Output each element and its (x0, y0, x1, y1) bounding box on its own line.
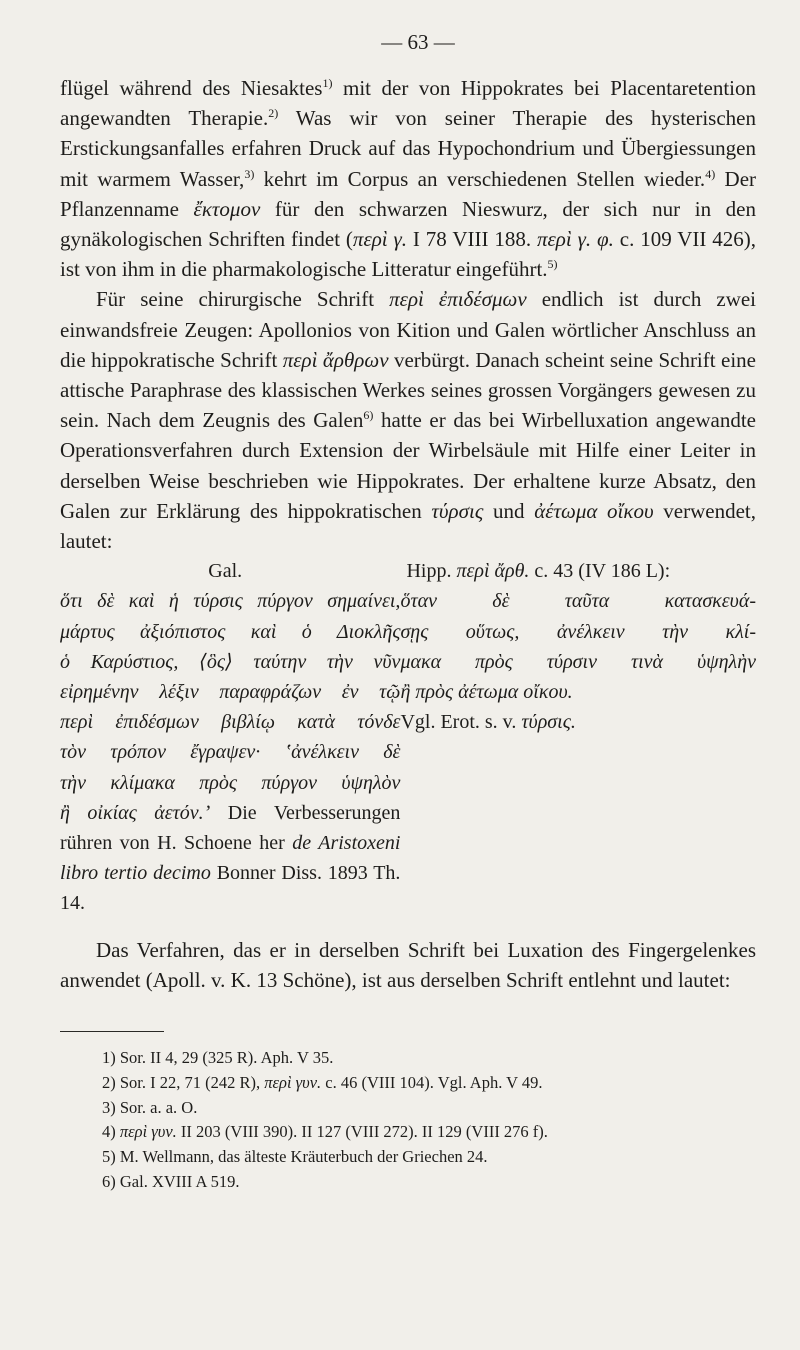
paragraph-text: kehrt im Corpus an verschiedenen Stellen wieder. (254, 166, 706, 191)
greek-term: περὶ γυν. (119, 1122, 177, 1142)
hippocrates-column (400, 556, 756, 918)
hippocrates-heading (400, 556, 756, 586)
paragraph-text: Was wir von seiner Therapie des hysterischen Erstickungsanfalles erfahren Druck auf das Hypochondrium und Übergiessungen mit warmem Wasser, (60, 106, 756, 191)
galen-line: ὅτι δὲ καὶ ἡ τύρσις πύργον σημαίνει, (60, 590, 401, 613)
galen-line: εἰρημένην λέξιν παραφράζων ἐν τῷ (60, 681, 401, 704)
galen-line: τὸν τρόπον ἔγραψεν· ʽἀνέλκειν δὲ (60, 741, 401, 764)
heading-text: Hipp. (406, 560, 457, 583)
greek-term: περὶ ἐπιδέσμων (389, 287, 527, 312)
paragraph-text: Für seine chirurgische Schrift (96, 287, 390, 312)
greek-term: τύρσις (431, 498, 484, 523)
greek-term: τύρσις. (521, 711, 576, 734)
hippocrates-line: ἢ πρὸς ἀέτωμα οἴκου. (400, 681, 573, 704)
footnote-marker: 1) (322, 76, 333, 90)
footnote-2 (60, 1071, 756, 1096)
paragraph-text: endlich ist durch zwei einwandsfreie Zeugen: Apollonios von Kition und Galen wörtlicher Anschluss an die hippokratische Schrift (60, 287, 757, 372)
footnote-text: 2) Sor. I 22, 71 (242 R), (102, 1072, 265, 1092)
footnote-marker: 4) (705, 166, 716, 181)
heading-text: c. 43 (IV 186 L): (529, 560, 671, 583)
paragraph-text: verbürgt. Danach scheint seine Schrift eine attische Paraphrase des klassischen Werkes seines grossen Vorgängers gewesen zu sein. Nach dem Zeugnis des Galen (60, 347, 757, 433)
galen-line: τὴν κλίμακα πρὸς πύργον ὑψηλὸν (60, 771, 401, 794)
greek-term: ἢ οἰκίας ἀετόν.ʼ (60, 801, 211, 824)
footnote-3: 3) Sor. a. a. O. (102, 1097, 198, 1117)
galen-column (60, 556, 400, 918)
greek-term: περὶ ἄρθ. (456, 560, 530, 583)
reference-text: Vgl. Erot. s. v. (400, 711, 522, 734)
footnote-text: II 203 (VIII 390). II 127 (VIII 272). II 129 (VIII 276 f). (176, 1122, 548, 1142)
galen-line: μάρτυς ἀξιόπιστος καὶ ὁ Διοκλῆς (60, 620, 401, 643)
paragraph-text: mit der von Hippokrates bei Placentaretention angewandten Therapie. (60, 76, 756, 131)
footnote-marker: 5) (547, 257, 558, 272)
footnote-6: 6) Gal. XVIII A 519. (102, 1172, 240, 1192)
galen-line: ὁ Καρύστιος, ⟨ὃς⟩ ταύτην τὴν νῦν (60, 650, 401, 673)
footnote-5: 5) M. Wellmann, das älteste Kräuterbuch der Griechen 24. (102, 1147, 488, 1167)
paragraph-text: c. 109 VII 426), ist von ihm in die pharmakologische Litteratur eingeführt. (60, 227, 756, 282)
footnote-4 (60, 1120, 756, 1145)
greek-term: περὶ γυν. (264, 1072, 322, 1092)
paragraph-3: Das Verfahren, das er in derselben Schrift bei Luxation des Fingergelenkes anwendet (Apoll. v. K. 13 Schöne), ist aus derselben Schrift entlehnt und lautet: (60, 937, 756, 992)
footnote-text: 4) (102, 1122, 120, 1142)
footnotes (60, 1046, 756, 1195)
footnote-text: c. 46 (VIII 104). Vgl. Aph. V 49. (321, 1072, 543, 1092)
parallel-quotation (60, 556, 756, 918)
footnote-marker: 3) (244, 166, 255, 181)
erotian-reference (400, 707, 756, 737)
paragraph-text: Der Pflanzenname (60, 166, 757, 221)
hippocrates-line: μακα πρὸς τύρσιν τινὰ ὑψηλὴν (400, 650, 756, 673)
galen-tail (60, 798, 400, 919)
greek-term: ἔκτομον (193, 196, 261, 221)
paragraph-1 (60, 73, 756, 284)
paragraph-2 (60, 284, 756, 556)
paragraph-text: I 78 VIII 188. (407, 227, 537, 252)
paragraph-text: flügel während des Niesaktes (60, 76, 323, 100)
paragraph-text: für den schwarzen Nieswurz, der sich nur in den gynäkologischen Schriften findet ( (60, 196, 757, 252)
hippocrates-line: σῃς οὕτως, ἀνέλκειν τὴν κλί- (400, 620, 756, 643)
quote-note: Die Verbesserungen rühren von H. Schoene her (60, 801, 401, 855)
greek-term: περὶ γ. φ. (536, 227, 614, 252)
galen-heading: Gal. (208, 560, 243, 583)
footnote-marker: 6) (363, 408, 374, 423)
greek-term: περὶ γ. (352, 227, 408, 252)
paragraph-text: verwendet, lautet: (60, 498, 756, 554)
hippocrates-line: ὅταν δὲ ταῦτα κατασκευά- (400, 590, 756, 613)
greek-term: ἀέτωμα οἴκου (534, 498, 654, 523)
footnote-divider (60, 1031, 164, 1032)
paragraph-text: und (483, 498, 535, 523)
footnote-marker: 2) (268, 106, 279, 121)
footnote-1: 1) Sor. II 4, 29 (325 R). Aph. V 35. (102, 1048, 334, 1068)
quote-note: Bonner Diss. 1893 Th. 14. (60, 862, 401, 915)
paragraph-text: hatte er das bei Wirbelluxation angewandte Operationsverfahren durch Extension der Wirbelsäule mit Hilfe einer Leiter in derselben Weise beschrieben wie Hippokrates. Der erhaltene kurze Absatz, den Galen zur Erklärung des hippokratischen (60, 408, 756, 523)
page-number: — 63 — (381, 30, 455, 54)
quote-note-italic: de Aristoxeni libro tertio decimo (60, 832, 401, 885)
galen-line: περὶ ἐπιδέσμων βιβλίῳ κατὰ τόνδε (60, 711, 401, 734)
greek-term: περὶ ἄρθρων (282, 347, 389, 372)
